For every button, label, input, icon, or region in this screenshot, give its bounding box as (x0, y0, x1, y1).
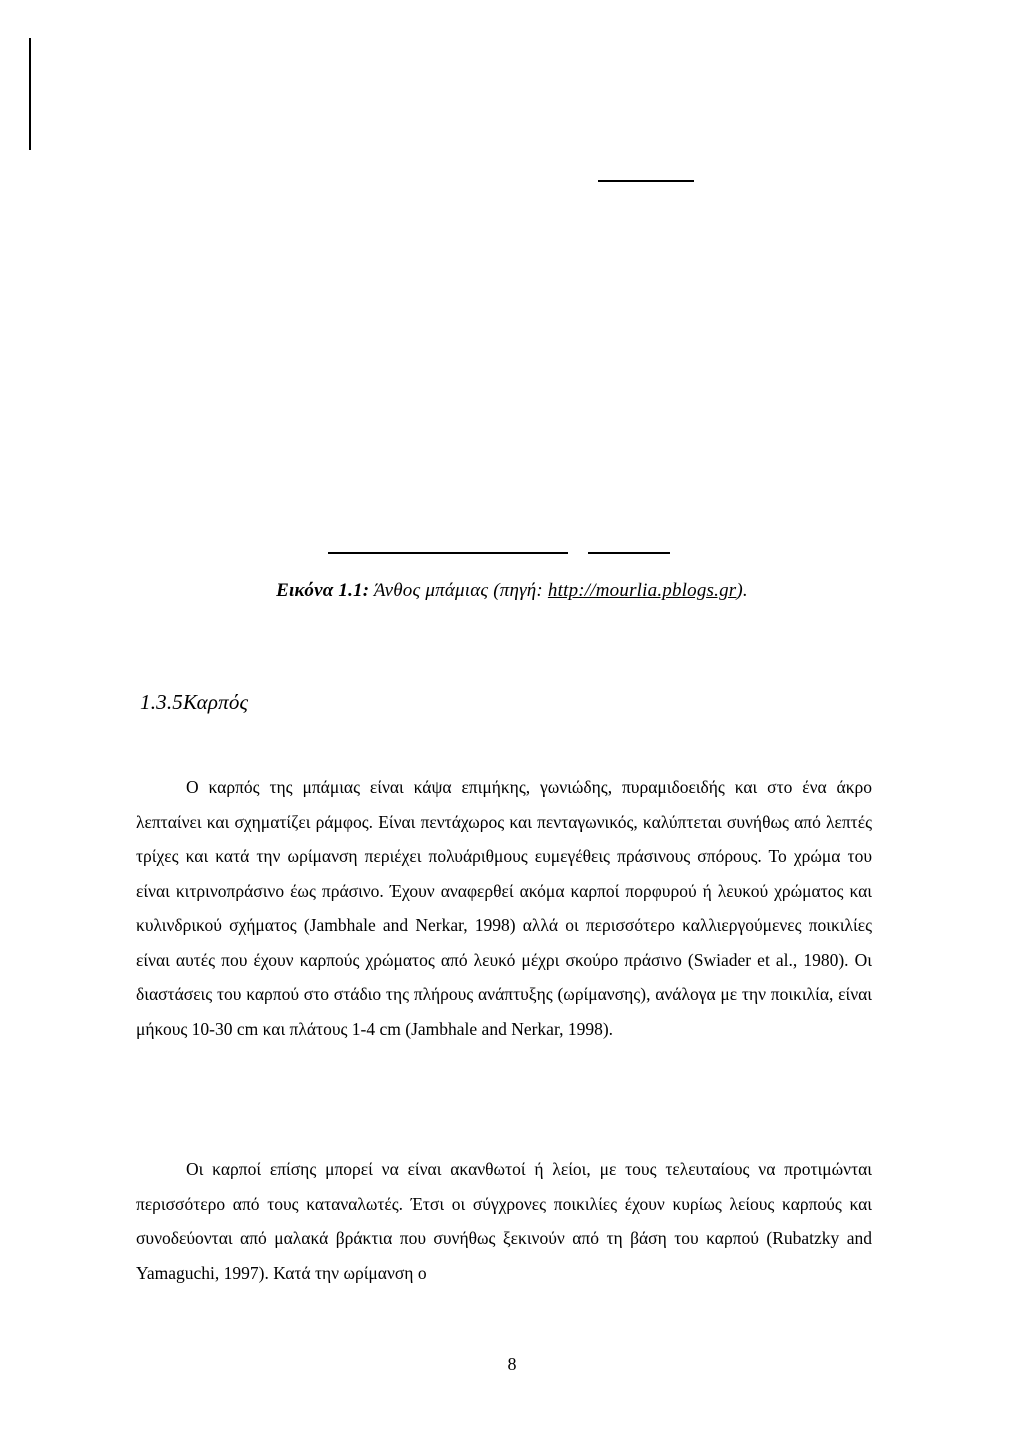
scan-artifact-vertical-line (29, 38, 31, 150)
figure-caption-link[interactable]: http://mourlia.pblogs.gr (547, 580, 737, 601)
body-paragraph-2: Οι καρποί επίσης μπορεί να είναι ακανθωτοί ή λείοι, με τους τελευταίους να προτιμώνται περισσότερο από τους καταναλωτές. Έτσι οι σύγχρονες ποικιλίες έχουν κυρίως λείους καρπούς και συνοδεύονται από μαλακά βράκτια που συνήθως ξεκινούν από τη βάση του καρπού (Rubatzky and Yamaguchi, 1997). Κατά την ωρίμανση ο (136, 1159, 872, 1283)
body-paragraph-1: Ο καρπός της μπάμιας είναι κάψα επιμήκης, γωνιώδης, πυραμιδοειδής και στο ένα άκρο λεπταίνει και σχηματίζει ράμφος. Είναι πεντάχωρος και πενταγωνικός, καλύπτεται συνήθως από λεπτές τρίχες και κατά την ωρίμανση περιέχει πολυάριθμους ευμεγέθεις πράσινους σπόρους. Το χρώμα του είναι κιτρινοπράσινο έως πράσινο. Έχουν αναφερθεί ακόμα καρποί πορφυρού ή λευκού χρώματος και κυλινδρικού σχήματος (Jambhale and Nerkar, 1998) αλλά οι περισσότερο καλλιεργούμενες ποικιλίες είναι αυτές που έχουν καρπούς χρώματος από λευκό μέχρι σκούρο πράσινο (Swiader et al., 1980). Οι διαστάσεις του καρπού στο στάδιο της πλήρους ανάπτυξης (ωρίμανσης), ανάλογα με την ποικιλία, είναι μήκους 10-30 cm και πλάτους 1-4 cm (Jambhale and Nerkar, 1998). (136, 777, 872, 1039)
figure-caption (0, 580, 1024, 602)
scan-artifact-top-line (598, 180, 694, 182)
figure-bottom-border-right (588, 552, 670, 554)
figure-caption-end: ). (736, 580, 748, 601)
figure-caption-text: Άνθος μπάμιας (πηγή: (373, 580, 548, 601)
section-heading: 1.3.5Καρπός (140, 690, 249, 714)
page-number: 8 (507, 1354, 517, 1374)
figure-caption-label: Εικόνα 1.1: (276, 580, 370, 601)
figure-bottom-border-left (328, 552, 568, 554)
figure-image-area (0, 0, 1024, 580)
